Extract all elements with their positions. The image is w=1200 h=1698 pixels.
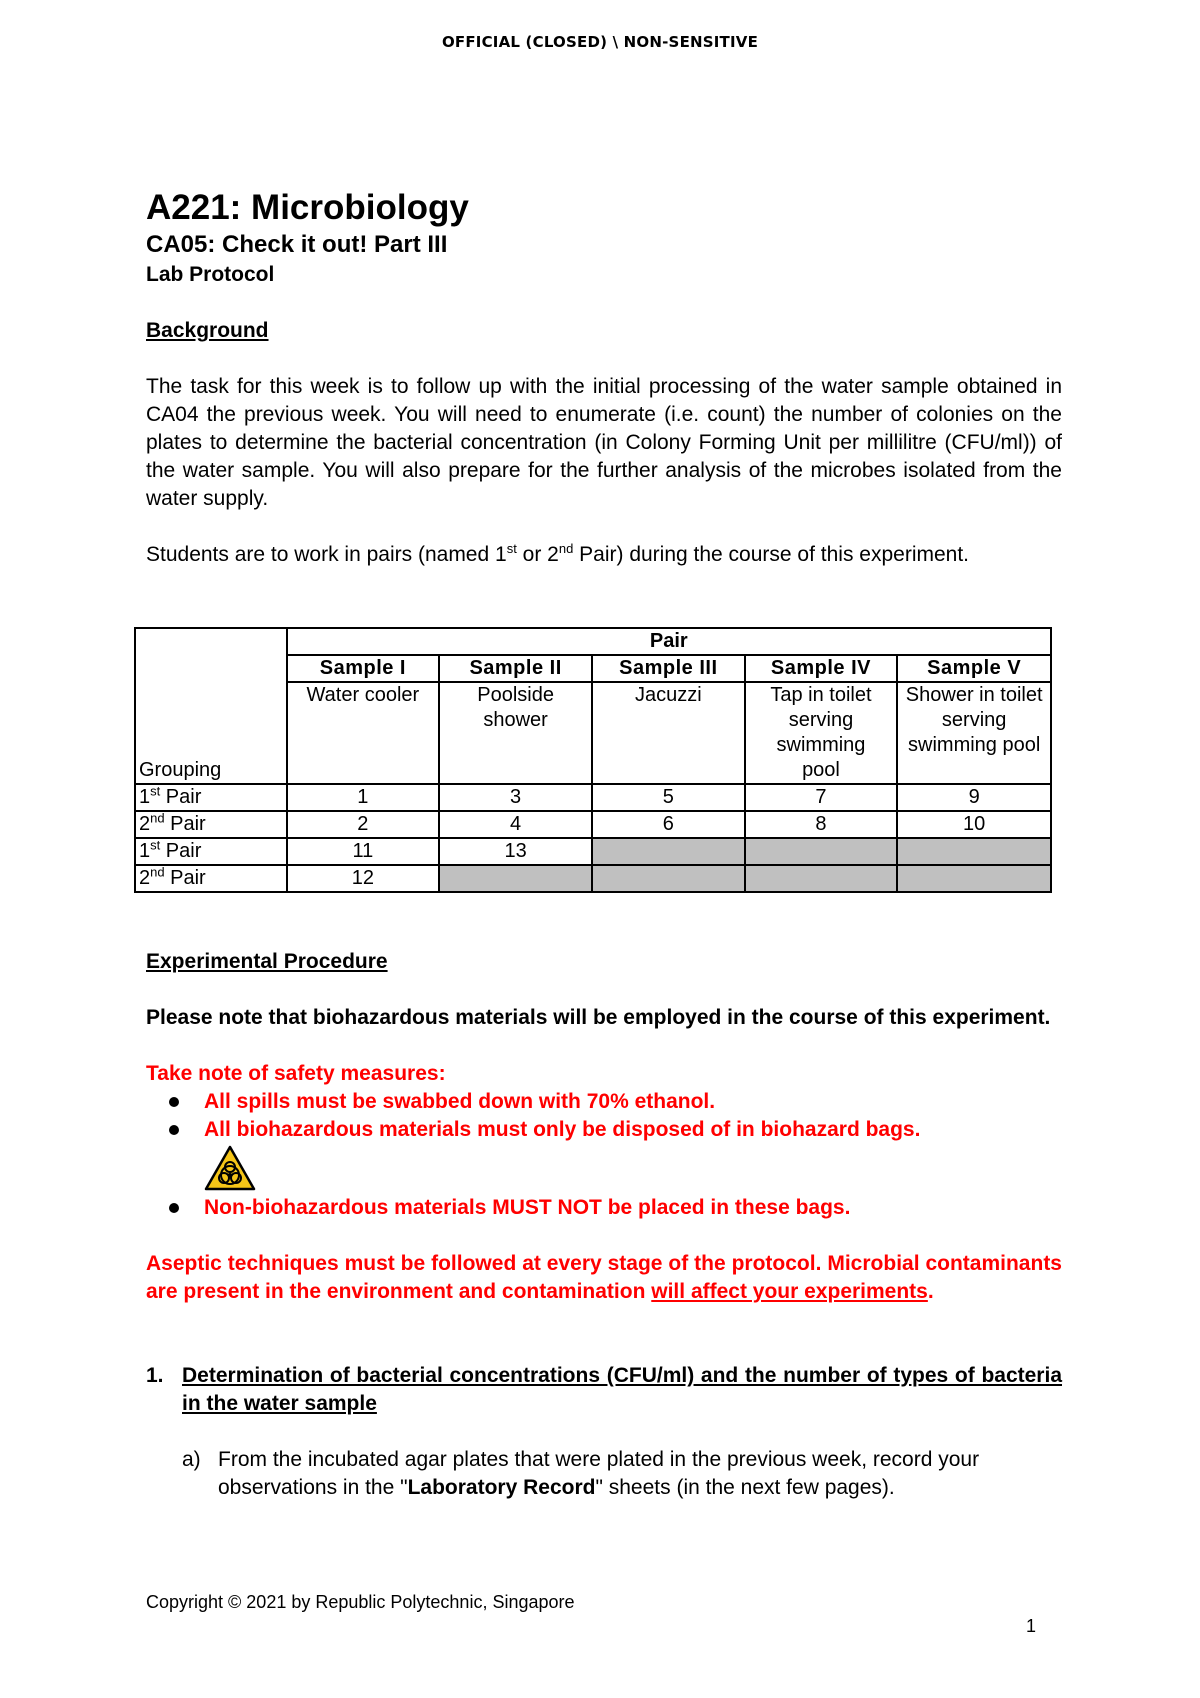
safety-heading: Take note of safety measures: (146, 1062, 446, 1085)
step-text: From the incubated agar plates that were plated in the previous week, record your observations in the " (218, 1448, 980, 1499)
classification-header: OFFICIAL (CLOSED) \ NON-SENSITIVE (441, 33, 759, 51)
step-1a (146, 1446, 1062, 1502)
background-heading: Background (146, 319, 269, 342)
step-bold-text: Laboratory Record (407, 1476, 596, 1499)
shaded-cell (897, 865, 1051, 892)
list-item: All biohazardous materials must only be disposed of in biohazard bags. (146, 1116, 1062, 1144)
group-cell: 3 (439, 784, 592, 811)
sample-name: Sample IV (745, 655, 898, 682)
sample-location: Shower in toilet serving swimming pool (897, 682, 1051, 784)
biohazard-note: Please note that biohazardous materials will be employed in the course of this experiment. (146, 1006, 1051, 1029)
grouping-header: Grouping (135, 628, 287, 784)
bullet-icon (169, 1125, 179, 1135)
pairs-text-2: or 2 (516, 543, 559, 566)
shaded-cell (439, 865, 592, 892)
page-number: 1 (1026, 1616, 1037, 1636)
copyright-footer: Copyright © 2021 by Republic Polytechnic, Singapore (146, 1592, 575, 1612)
aseptic-warning: Aseptic techniques must be followed at every stage of the protocol. Microbial contaminants are present in the environment and contamination will affect your experiments. (146, 1252, 1062, 1303)
table-row (135, 865, 1051, 892)
table-header-row (135, 628, 1051, 655)
grouping-label: 2nd Pair (135, 865, 287, 892)
grouping-label: 1st Pair (135, 784, 287, 811)
group-cell: 8 (745, 811, 898, 838)
step-number: 1. (146, 1364, 164, 1387)
sample-location: Tap in toilet serving swimming pool (745, 682, 898, 784)
list-item: All spills must be swabbed down with 70% ethanol. (146, 1088, 1062, 1116)
content-top (146, 187, 1062, 569)
table-row (135, 811, 1051, 838)
step-text-end: " sheets (in the next few pages). (595, 1476, 895, 1499)
content-procedure (146, 948, 1062, 1502)
pairs-text-3: Pair) during the course of this experiment. (573, 543, 970, 566)
grouping-label: 2nd Pair (135, 811, 287, 838)
bullet-icon (169, 1097, 179, 1107)
sample-grouping-table (134, 627, 1052, 893)
activity-title: CA05: Check it out! Part III (146, 231, 448, 258)
safety-list (146, 1088, 1062, 1222)
group-cell: 9 (897, 784, 1051, 811)
sample-name: Sample V (897, 655, 1051, 682)
pairs-text-1: Students are to work in pairs (named 1 (146, 543, 507, 566)
shaded-cell (592, 865, 745, 892)
aseptic-underlined: will affect your experiments (651, 1280, 928, 1303)
document-type: Lab Protocol (146, 263, 275, 286)
biohazard-icon (204, 1145, 256, 1199)
biohazard-icon-row (146, 1144, 1062, 1194)
step-title: Determination of bacterial concentrations (CFU/ml) and the number of types of bacteria in the water sample (182, 1364, 1062, 1415)
group-cell: 13 (439, 838, 592, 865)
table-row (135, 784, 1051, 811)
bullet-icon (169, 1203, 179, 1213)
sample-location: Jacuzzi (592, 682, 745, 784)
pairs-paragraph (146, 541, 1062, 569)
step-1 (146, 1362, 1062, 1418)
group-cell: 1 (287, 784, 440, 811)
shaded-cell (745, 865, 898, 892)
shaded-cell (897, 838, 1051, 865)
group-cell: 10 (897, 811, 1051, 838)
pair-header: Pair (287, 628, 1051, 655)
group-cell: 11 (287, 838, 440, 865)
group-cell: 4 (439, 811, 592, 838)
grouping-label: 1st Pair (135, 838, 287, 865)
shaded-cell (745, 838, 898, 865)
sample-location: Poolside shower (439, 682, 592, 784)
step-letter: a) (182, 1448, 201, 1471)
group-cell: 2 (287, 811, 440, 838)
table-row (135, 838, 1051, 865)
sample-location: Water cooler (287, 682, 440, 784)
group-cell: 12 (287, 865, 440, 892)
procedure-heading: Experimental Procedure (146, 950, 388, 973)
shaded-cell (592, 838, 745, 865)
pairs-sup-1: st (506, 541, 517, 556)
course-title: A221: Microbiology (146, 188, 469, 227)
sample-name: Sample II (439, 655, 592, 682)
group-cell: 5 (592, 784, 745, 811)
sample-name: Sample I (287, 655, 440, 682)
group-cell: 6 (592, 811, 745, 838)
background-paragraph: The task for this week is to follow up with the initial processing of the water sample obtained in CA04 the previous week. You will need to enumerate (i.e. count) the number of colonies on the plates to determine the bacterial concentration (in Colony Forming Unit per millilitre (CFU/ml)) of the water sample. You will also prepare for the further analysis of the microbes isolated from the water supply. (146, 375, 1062, 510)
list-item: Non-biohazardous materials MUST NOT be placed in these bags. (146, 1194, 1062, 1222)
group-cell: 7 (745, 784, 898, 811)
pairs-sup-2: nd (558, 541, 574, 556)
sample-name: Sample III (592, 655, 745, 682)
